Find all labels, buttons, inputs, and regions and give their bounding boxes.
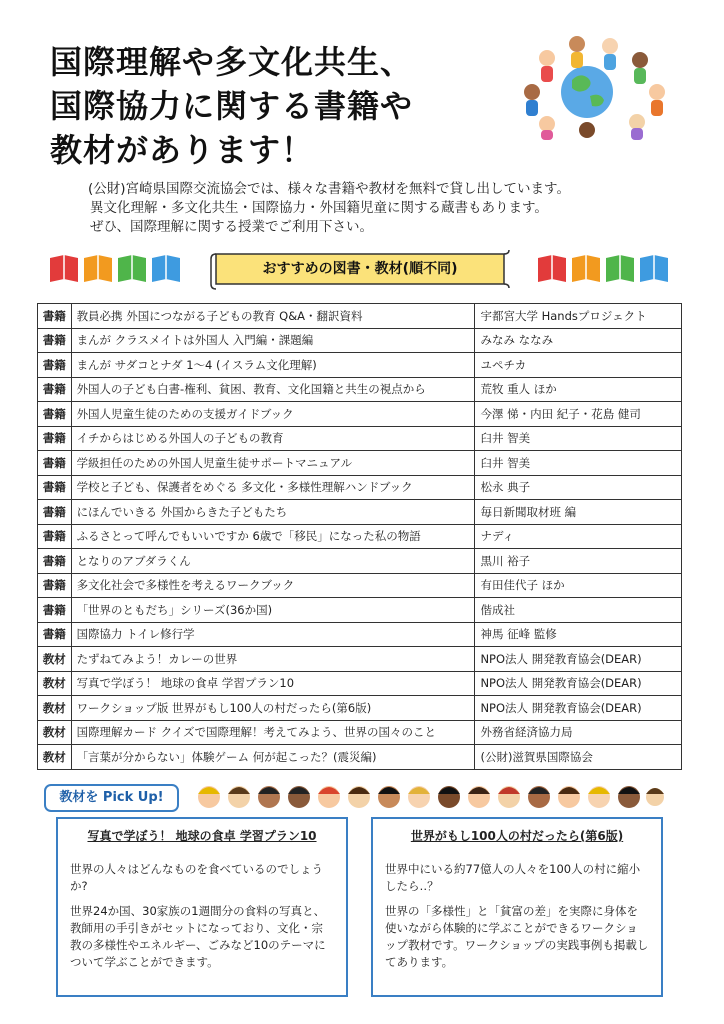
- table-row: [38, 647, 682, 672]
- title-cell: 学級担任のための外国人児童生徒サポートマニュアル: [71, 451, 475, 476]
- author-cell: NPO法人 開発教育協会(DEAR): [475, 671, 682, 696]
- table-row: [38, 377, 682, 402]
- category-cell: 教材: [38, 671, 72, 696]
- title-cell: 外国人児童生徒のための支援ガイドブック: [71, 402, 475, 427]
- card-1-description: 世界24か国、30家族の1週間分の食料の写真と、教師用の手引きがセットになっており、文化・宗教の多様性やエネルギー、ごみなど10のテーマについて学ぶことができます。: [70, 904, 326, 969]
- title-cell: 教員必携 外国につながる子どもの教育 Q&A・翻訳資料: [71, 304, 475, 329]
- category-cell: 書籍: [38, 304, 72, 329]
- category-cell: 教材: [38, 696, 72, 721]
- table-row: [38, 622, 682, 647]
- table-row: [38, 500, 682, 525]
- author-cell: 黒川 裕子: [475, 549, 682, 574]
- books-icon-left: [48, 252, 188, 286]
- card-2-description: 世界の「多様性」と「貧富の差」を実際に身体を使いながら体験的に学ぶことができるワークショップ教材です。ワークショップの実践事例も掲載してあります。: [385, 904, 649, 969]
- category-cell: 書籍: [38, 426, 72, 451]
- title-cell: ふるさとって呼んでもいいですか 6歳で「移民」になった私の物語: [71, 524, 475, 549]
- pickup-label: 教材を Pick Up!: [44, 784, 179, 812]
- table-row: [38, 475, 682, 500]
- pickup-card-2: [371, 817, 663, 997]
- author-cell: 宇都宮大学 Handsプロジェクト: [475, 304, 682, 329]
- books-icon-right: [536, 252, 676, 286]
- author-cell: 臼井 智美: [475, 451, 682, 476]
- table-row: [38, 671, 682, 696]
- table-row: [38, 696, 682, 721]
- title-cell: まんが サダコとナダ 1～4 (イスラム文化理解): [71, 353, 475, 378]
- pickup-card-1: [56, 817, 348, 997]
- card-1-question: 世界の人々はどんなものを食べているのでしょうか?: [70, 862, 323, 893]
- table-row: [38, 745, 682, 770]
- category-cell: 書籍: [38, 377, 72, 402]
- category-cell: 書籍: [38, 573, 72, 598]
- intro-line-3: ぜひ、国際理解に関する授業でご利用下さい。: [90, 219, 373, 235]
- author-cell: NPO法人 開発教育協会(DEAR): [475, 647, 682, 672]
- author-cell: 荒牧 重人 ほか: [475, 377, 682, 402]
- author-cell: みなみ ななみ: [475, 328, 682, 353]
- author-cell: 毎日新聞取材班 編: [475, 500, 682, 525]
- category-cell: 書籍: [38, 524, 72, 549]
- kids-faces-icon: [195, 780, 665, 814]
- category-cell: 書籍: [38, 598, 72, 623]
- title-cell: 学校と子ども、保護者をめぐる 多文化・多様性理解ハンドブック: [71, 475, 475, 500]
- category-cell: 書籍: [38, 402, 72, 427]
- title-cell: イチからはじめる外国人の子どもの教育: [71, 426, 475, 451]
- title-cell: にほんでいきる 外国からきた子どもたち: [71, 500, 475, 525]
- title-cell: たずねてみよう！カレーの世界: [71, 647, 475, 672]
- intro-line-1: (公財)宮崎県国際交流協会では、様々な書籍や教材を無料で貸し出しています。: [88, 181, 570, 197]
- table-row: [38, 524, 682, 549]
- title-line-2: 国際協力に関する書籍や: [50, 87, 414, 125]
- author-cell: 有田佳代子 ほか: [475, 573, 682, 598]
- recommended-banner: [210, 248, 510, 292]
- author-cell: NPO法人 開発教育協会(DEAR): [475, 696, 682, 721]
- title-cell: となりのアブダラくん: [71, 549, 475, 574]
- title-cell: ワークショップ版 世界がもし100人の村だったら(第6版): [71, 696, 475, 721]
- author-cell: 偕成社: [475, 598, 682, 623]
- category-cell: 教材: [38, 647, 72, 672]
- table-row: [38, 426, 682, 451]
- title-cell: 国際理解カード クイズで国際理解！考えてみよう、世界の国々のこと: [71, 720, 475, 745]
- intro-line-2: 異文化理解・多文化共生・国際協力・外国籍児童に関する蔵書もあります。: [90, 200, 548, 216]
- category-cell: 書籍: [38, 500, 72, 525]
- materials-table: [37, 303, 682, 770]
- category-cell: 書籍: [38, 622, 72, 647]
- card-2-title: 世界がもし100人の村だったら(第6版): [410, 829, 624, 843]
- table-row: [38, 598, 682, 623]
- page-title: [50, 40, 470, 172]
- author-cell: ユペチカ: [475, 353, 682, 378]
- title-cell: 写真で学ぼう！ 地球の食卓 学習プラン10: [71, 671, 475, 696]
- author-cell: 神馬 征峰 監修: [475, 622, 682, 647]
- banner-label: おすすめの図書・教材(順不同): [262, 261, 458, 277]
- title-cell: 外国人の子ども白書-権利、貧困、教育、文化国籍と共生の視点から: [71, 377, 475, 402]
- intro-text: [88, 180, 688, 237]
- title-cell: まんが クラスメイトは外国人 入門編・課題編: [71, 328, 475, 353]
- table-row: [38, 353, 682, 378]
- card-2-question: 世界中にいる約77億人の人々を100人の村に縮小したら‥？: [385, 862, 641, 893]
- card-1-title: 写真で学ぼう！ 地球の食卓 学習プラン10: [87, 829, 317, 843]
- table-row: [38, 549, 682, 574]
- author-cell: 今澤 悌・内田 紀子・花島 健司: [475, 402, 682, 427]
- kids-around-globe-illustration: [492, 30, 682, 140]
- title-cell: 「言葉が分からない」体験ゲーム 何が起こった？(震災編): [71, 745, 475, 770]
- category-cell: 教材: [38, 745, 72, 770]
- title-cell: 「世界のともだち」シリーズ(36か国): [71, 598, 475, 623]
- author-cell: (公財)滋賀県国際協会: [475, 745, 682, 770]
- title-line-1: 国際理解や多文化共生、: [50, 43, 414, 81]
- author-cell: 松永 典子: [475, 475, 682, 500]
- category-cell: 書籍: [38, 353, 72, 378]
- table-row: [38, 402, 682, 427]
- author-cell: 外務省経済協力局: [475, 720, 682, 745]
- title-cell: 国際協力 トイレ修行学: [71, 622, 475, 647]
- category-cell: 書籍: [38, 549, 72, 574]
- table-row: [38, 720, 682, 745]
- category-cell: 書籍: [38, 475, 72, 500]
- table-row: [38, 573, 682, 598]
- category-cell: 書籍: [38, 451, 72, 476]
- table-row: [38, 451, 682, 476]
- table-row: [38, 328, 682, 353]
- author-cell: 臼井 智美: [475, 426, 682, 451]
- category-cell: 教材: [38, 720, 72, 745]
- table-row: [38, 304, 682, 329]
- title-cell: 多文化社会で多様性を考えるワークブック: [71, 573, 475, 598]
- category-cell: 書籍: [38, 328, 72, 353]
- author-cell: ナディ: [475, 524, 682, 549]
- title-line-3: 教材があります！: [50, 131, 315, 169]
